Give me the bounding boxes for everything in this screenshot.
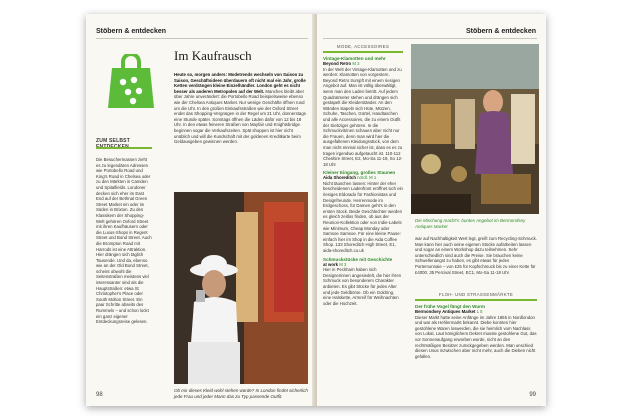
entry3-ref: M 3	[339, 261, 347, 267]
right-column-1	[323, 44, 403, 306]
entry4-ref: L 5	[476, 309, 483, 314]
photo-caption: Ob mir dieses Kleid wohl stehen würde? In London findet sicherlich jede Frau und jeder Mann das zu Typ passende Outfit.	[174, 388, 308, 399]
left-header-rule	[96, 38, 308, 39]
fashion-photo	[174, 192, 308, 384]
left-page-header: Stöbern & entdecken	[96, 28, 167, 35]
main-column-text: Manches bleibt aber über Jahre unverändert: die Portobello Road beispielsweise ebenso wie der Chelsea Antiques Market. Nur wenige Geschäfte öffnen rund um die Uhr. In den großen Einkaufsstraßen wie der Oxford Street endet das Shopping-Vergnügen in der Regel um 21 Uhr, donnerstags eine Stunde später. Sonntags öffnen die Läden dafür von 12 bis 18 Uhr. In den etwas feineren Straßen von Mayfair und Knightsbridge beginnen sogar die Verkaufszeiten. Spät shoppen ist hier nicht unüblich und will die Kundschaft mit der goldenen Kreditkarte beim Geldausgeben gewinnen werden.	[174, 88, 306, 145]
entry3-name: at work	[323, 261, 339, 267]
column-label-rule	[323, 51, 403, 53]
shopping-bag-icon	[106, 54, 156, 109]
entry1-text: In der Welt der Vintage-Klamotten und zu werden: Klamotten von vorgestern. Beyond Retro trumpft mit einem riesigen Angebot auf. Man ist völlig überwältigt, wenn man den Laden betritt. Auf jedem Quadratmeter stehen und drängen sich gestapelt die Kleiderständer. An den Wänden stapeln sich Hüte, Mützen, Schuhe, Taschen, Gürtel, Handtaschen und alle Accessoires, die zu einem Outfit der Siebziger gehören. In die Schmuckvitrinen schauen aber nicht nur die Frauen, denn man wird hier die ausgefallenen Kleidungsstück, von dem man nicht einmal sicher ist, dass es es zu tragen irgendwo aufgetaucht ist. 110-112 Cheshire Street, E2, Mo-Sa 11-19, So 12-18 Uhr	[323, 66, 403, 167]
entry2-heading: Kleiner Eingang, großes Staunen	[323, 170, 396, 176]
intro-bold: Heute so, morgen anders: Modetrends wechseln von Saison zu Saison, Geschäftsideen überdauern oft nicht mal ein Jahr, große Ketten verdrängen kleine Einzelhändler. London geht es nicht besser als anderen Metropolen auf der Welt.	[174, 72, 306, 94]
entry4-name: Bermondsey Antiques Market	[415, 309, 476, 314]
open-book	[86, 14, 546, 406]
sidebar-rule	[96, 147, 152, 149]
intro-paragraph	[174, 72, 306, 145]
left-page-number: 98	[96, 392, 103, 398]
flea-market-section	[415, 292, 537, 359]
sidebar-text: Die Besuchermassen zieht es zu legendären Adressen wie Portobello Road und King's Road in Chelsea oder zu den Märkten in Camden und Spitalfields. Londoner decken sich eher im East End auf der Bethnal Green Street Market ein oder im Süden in Brixton. Zu den Klassikern der Shopping-Welt gehören Oxford Street mit ihren Kaufhäusern oder die Luxus-Shops in Regent Street und Bond Street. Auch die Brompton Road mit Harrods ist eine Attraktion. Hier drängen sich täglich Tausende. Und da, ebenso wie an der Old Bond Street, scheint obwohl die Seitenstraßen meistens viel interessanter sind als die Hauptstraßen: etwa St Christopher's Place oder South Molton Street. Ein paar Schritte abseits des Rummels – und schon lockt ein ganz eigener Entdeckungsreise gelesen.	[96, 157, 152, 325]
entry1-heading: Vintage-Klamotten und mehr	[323, 56, 386, 61]
market-photo-caption: Die Mischung macht's: buntes Angebot im Bermondsey Antiques Market	[415, 218, 526, 229]
right-page-header: Stöbern & entdecken	[465, 28, 536, 35]
sidebar-box	[96, 138, 152, 325]
entry4-heading: Der frühe Vogel fängt den Wurm	[415, 304, 486, 309]
entry4-text: Dieser Markt hatte seine Anfänge im Jahre 1855 in Nordlondon und war als Hehlermarkt bekannt. Diebe konnten hier gestohlene Waren loswerden, die sie heimlich vom Nachlass von Lokal, Laut königlichem Dekret musste gestohlene Gut, das vor Sonnenaufgang erworben wurde, nicht an den rechtmäßigen Besitzer zurückgegeben werden. Man unschied diesen Usus inzwischen aber nicht mehr, auch die Dieben nicht gefallen.	[415, 314, 537, 359]
entry2-text: Nicht täuschen lassen: Hinter der eher bescheidenen Ladenfront eröffnet sich ein riesiges Eldorado für Fashionistas und Designfreunde. Herrenmode im Erdgeschoss, für Damen geht's in den ersten Stock. Beide Geschlechter werden es gleich zeitlos finden, ob aus der Reunion-Kollektion oder von Indie-Labels wie Minimum, Cheap Monday oder Samsoe Samsoe. Für eine kleine Pause: einfach hier im Shop in die Aida Coffee Shop. 133 Shoreditch High Street, E1, aida-shoreditch.co.uk	[323, 180, 403, 253]
sidebar-heading: ZUM SELBST	[96, 138, 130, 144]
right-page	[317, 14, 546, 406]
page-title: Im Kaufrausch	[174, 48, 252, 63]
market-photo	[411, 44, 539, 214]
column-label: MODE, ACCESSOIRES	[336, 44, 390, 49]
entry1-name: Beyond Retro	[323, 61, 352, 66]
right-header-rule	[323, 38, 537, 39]
section-label-rule	[415, 299, 537, 301]
entry1-ref: M 2	[352, 61, 360, 66]
entry3-heading: Schmuckstücke mit Geschichte	[323, 256, 393, 262]
right-column-2-text: war auf Nachhaltigkeit Wert legt, greift zum Recycling-Schmuck. Man kann hier auch seine eigenen Stücke aufarbeiten lassen und sogar an einem Workshop dazu teilnehmen. Sehr unterschiedlich sind auch die Preise. Sie brauchen keine Schwellenangst zu haben, es gibt etwas für jedes Portemonnaie – von £25 für Kopfschmuck bis zu einer Kette für £4000. 35 Percival Street, EC1, Mo-Sa 11-18 Uhr	[415, 236, 537, 275]
left-page	[86, 14, 315, 406]
entry2-name: Aida Shoreditch	[323, 175, 356, 181]
section-label: FLOH- UND STRASSENMÄRKTE	[438, 292, 514, 297]
entry3-text: Hier in Peckham haben sich Designerinnen angesiedelt, die hier ihren Schmuck von besonderem Charakter anbieten. Es gibt Stücke für jedes Alter und jede Geldbörse. Ob ein Goldring, eine Halskette, Armreif für Weihnachten oder die Hochzeit.	[323, 267, 402, 306]
entry2-ref: nördl. M 1	[357, 175, 377, 181]
right-page-number: 99	[529, 392, 536, 398]
